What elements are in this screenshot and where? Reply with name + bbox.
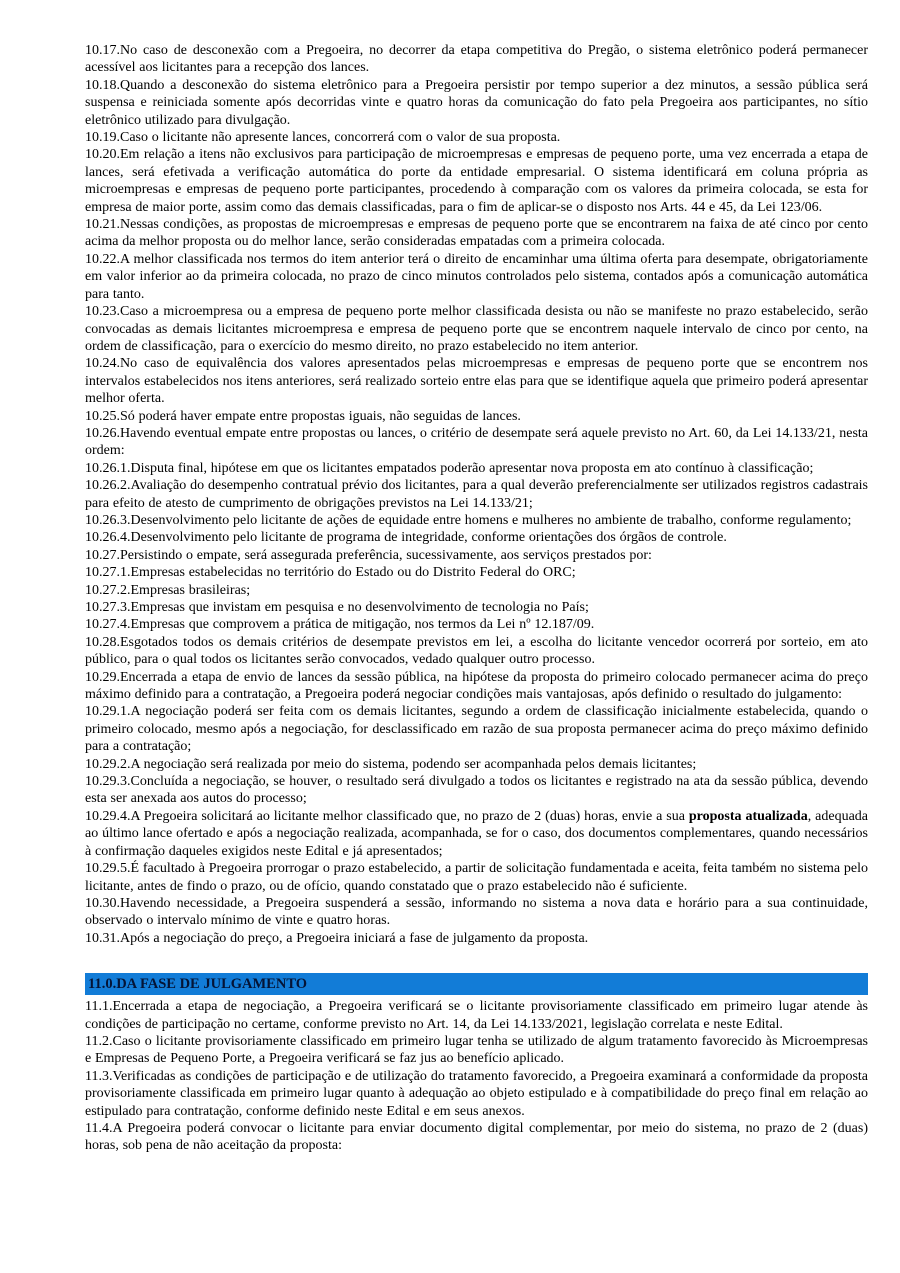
paragraph: [85, 477, 868, 512]
text-run: 10.27.2.Empresas brasileiras;: [85, 582, 251, 598]
paragraph: [85, 1068, 868, 1120]
text-run: 10.27.Persistindo o empate, será assegurada preferência, sucessivamente, aos serviços prestados por:: [85, 547, 652, 563]
paragraph: [85, 616, 868, 633]
text-run: 10.21.Nessas condições, as propostas de microempresas e empresas de pequeno porte que se encontrarem na faixa de até cinco por cento acima da melhor proposta ou do melhor lance, serão consideradas empatadas com a primeira colocada.: [85, 217, 868, 250]
paragraph: [85, 408, 868, 425]
text-run: 10.28.Esgotados todos os demais critérios de desempate previstos em lei, a escolha do licitante vencedor ocorrerá por sorteio, em ato público, para o qual todos os licitantes serão convocados, vedado qualquer outro processo.: [85, 634, 868, 668]
paragraph: [85, 599, 868, 616]
paragraph: [85, 860, 868, 895]
text-run: 10.30.Havendo necessidade, a Pregoeira suspenderá a sessão, informando no sistema a nova data e horário para a sua continuidade, observado o intervalo mínimo de vinte e quatro horas.: [85, 895, 868, 929]
text-run: 11.2.Caso o licitante provisoriamente classificado em primeiro lugar tenha se utilizado de algum tratamento favorecido às Microempresas e Empresas de Pequeno Porte, a Pregoeira verificará se faz jus ao benefício aplicado.: [85, 1033, 868, 1067]
paragraph: [85, 129, 868, 146]
text-run: 10.27.4.Empresas que comprovem a prática de mitigação, nos termos da Lei nº 12.187/09.: [85, 617, 595, 633]
paragraph: [85, 669, 868, 704]
paragraph: [85, 355, 868, 407]
text-run: 10.29.5.É facultado à Pregoeira prorrogar o prazo estabelecido, a partir de solicitação fundamentada e aceita, feita também no sistema pelo licitante, antes de findo o prazo, ou de ofício, quando constatado que o prazo estabelecido não é suficiente.: [85, 861, 868, 894]
paragraph: [85, 564, 868, 581]
paragraph: [85, 146, 868, 216]
paragraph: [85, 1120, 868, 1155]
text-run: 10.27.3.Empresas que invistam em pesquisa e no desenvolvimento de tecnologia no País;: [85, 600, 589, 615]
text-run: 10.29.4.A Pregoeira solicitará ao licitante melhor classificado que, no prazo de 2 (duas) horas, envie a sua: [85, 808, 689, 824]
text-run: 10.25.Só poderá haver empate entre propostas iguais, não seguidas de lances.: [85, 408, 521, 424]
text-run: 10.19.Caso o licitante não apresente lances, concorrerá com o valor de sua proposta.: [85, 130, 561, 146]
text-run: 10.26.4.Desenvolvimento pelo licitante de programa de integridade, conforme orientações dos órgãos de controle.: [85, 530, 727, 546]
paragraph: [85, 703, 868, 755]
paragraph: [85, 460, 868, 477]
paragraph: [85, 529, 868, 546]
text-run: , adequada ao último lance ofertado e após a negociação realizada, acompanhada, se for o caso, dos documentos complementares, quando necessários à confirmação daqueles exigidos neste Edital e já apresentados;: [85, 808, 869, 859]
text-run: 11.3.Verificadas as condições de participação e de utilização do tratamento favorecido, a Pregoeira examinará a conformidade da proposta provisoriamente classificada em primeiro lugar quanto à adequação ao objeto estipulado e à compatibilidade do preço final em relação ao estipulado para contratação, conforme definido neste Edital e em seus anexos.: [85, 1068, 868, 1119]
text-run: 10.31.Após a negociação do preço, a Pregoeira iniciará a fase de julgamento da proposta.: [85, 930, 589, 946]
paragraph: [85, 303, 868, 355]
paragraph: [85, 547, 868, 564]
text-run: 10.26.1.Disputa final, hipótese em que os licitantes empatados poderão apresentar nova proposta em ato contínuo à classificação;: [85, 460, 814, 476]
paragraph: [85, 998, 868, 1033]
paragraph: [85, 77, 868, 129]
text-run: 10.29.2.A negociação será realizada por meio do sistema, podendo ser acompanhada pelos demais licitantes;: [85, 756, 697, 772]
text-run: 10.22.A melhor classificada nos termos do item anterior terá o direito de encaminhar uma última oferta para desempate, obrigatoriamente em valor inferior ao da primeira colocada, no prazo de cinco minutos controlados pelo sistema, contados após a comunicação automática para tanto.: [85, 251, 868, 302]
paragraph: [85, 42, 868, 77]
text-run: 10.26.2.Avaliação do desempenho contratual prévio dos licitantes, para a qual deverão preferencialmente ser utilizados registros cadastrais para efeito de atesto de cumprimento de obrigações previstos na Lei 14.133/21;: [85, 478, 868, 511]
paragraph: [85, 756, 868, 773]
text-run: 10.26.3.Desenvolvimento pelo licitante de ações de equidade entre homens e mulheres no ambiente de trabalho, conforme regulamento;: [85, 512, 852, 528]
paragraph: [85, 634, 868, 669]
section-header: 11.0.DA FASE DE JULGAMENTO: [85, 973, 868, 995]
paragraph: [85, 512, 868, 529]
text-run: 10.29.Encerrada a etapa de envio de lances da sessão pública, na hipótese da proposta do primeiro colocado permanecer acima do preço máximo definido para a contratação, a Pregoeira poderá negociar condições mais vantajosas, após definido o resultado do julgamento:: [85, 669, 868, 703]
text-run: 11.1.Encerrada a etapa de negociação, a Pregoeira verificará se o licitante provisoriamente classificado em primeiro lugar atende às condições de participação no certame, conforme previsto no Art. 14, da Lei 14.133/2021, legislação correlata e neste Edital.: [85, 999, 868, 1032]
text-run: 11.4.A Pregoeira poderá convocar o licitante para enviar documento digital complementar, por meio do sistema, no prazo de 2 (duas) horas, sob pena de não aceitação da proposta:: [85, 1120, 868, 1154]
paragraph: [85, 1033, 868, 1068]
text-run: 10.26.Havendo eventual empate entre propostas ou lances, o critério de desempate será aquele previsto no Art. 60, da Lei 14.133/21, nesta ordem:: [85, 425, 868, 459]
text-run: 10.17.No caso de desconexão com a Pregoeira, no decorrer da etapa competitiva do Pregão, o sistema eletrônico poderá permanecer acessível aos licitantes para a recepção dos lances.: [85, 43, 868, 76]
text-run: 10.27.1.Empresas estabelecidas no território do Estado ou do Distrito Federal do ORC;: [85, 565, 576, 581]
paragraph: [85, 251, 868, 303]
paragraph: [85, 930, 868, 947]
paragraph: [85, 425, 868, 460]
paragraph: [85, 582, 868, 599]
paragraph: [85, 773, 868, 808]
text-run: 10.20.Em relação a itens não exclusivos para participação de microempresas e empresas de pequeno porte, uma vez encerrada a etapa de lances, será efetivada a verificação automática do porte da entidade empresarial. O sistema identificará em coluna própria as microempresas e empresas de pequeno porte participantes, procedendo à comparação com os valores da primeira colocada, se esta for empresa de maior porte, assim como das demais classificadas, para o fim de aplicar-se o disposto nos Arts. 44 e 45, da Lei 123/06.: [85, 147, 868, 215]
bold-text-run: proposta atualizada: [688, 808, 808, 824]
text-run: 10.29.3.Concluída a negociação, se houver, o resultado será divulgado a todos os licitantes e registrado na ata da sessão pública, devendo esta ser anexada aos autos do processo;: [85, 774, 868, 807]
text-run: 10.23.Caso a microempresa ou a empresa de pequeno porte melhor classificada desista ou não se manifeste no prazo estabelecido, serão convocadas as demais licitantes microempresa e empresa de pequeno porte que se encontrem naquele intervalo de cinco por cento, na ordem de classificação, para o exercício do mesmo direito, no prazo estabelecido no item anterior.: [85, 304, 868, 354]
text-run: 10.29.1.A negociação poderá ser feita com os demais licitantes, segundo a ordem de classificação inicialmente estabelecida, quando o primeiro colocado, mesmo após a negociação, for desclassificado em razão de sua proposta permanecer acima do preço máximo definido para a contratação;: [85, 704, 868, 755]
text-run: 10.18.Quando a desconexão do sistema eletrônico para a Pregoeira persistir por tempo superior a dez minutos, a sessão pública será suspensa e reiniciada somente após decorridas vinte e quatro horas da comunicação do fato pela Pregoeira aos participantes, no sítio eletrônico utilizado para divulgação.: [85, 77, 868, 128]
paragraph: [85, 216, 868, 251]
paragraph: [85, 808, 868, 860]
text-run: 10.24.No caso de equivalência dos valores apresentados pelas microempresas e empresas de pequeno porte que se encontrem nos intervalos estabelecidos nos itens anteriores, será realizado sorteio entre elas para que se identifique aquela que primeiro poderá apresentar melhor oferta.: [85, 356, 868, 407]
document-body: [85, 42, 868, 1155]
paragraph: [85, 895, 868, 930]
